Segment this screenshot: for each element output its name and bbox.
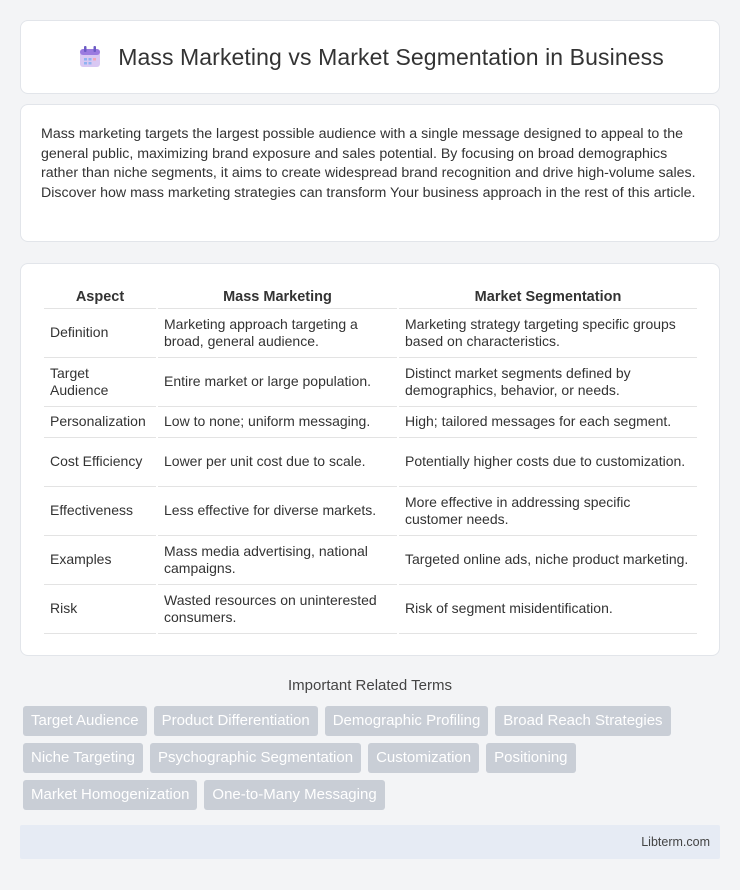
cell-aspect: Cost Efficiency <box>44 438 156 487</box>
table-row <box>44 407 697 438</box>
cell-segment: High; tailored messages for each segment. <box>399 407 697 438</box>
cell-mass: Lower per unit cost due to scale. <box>158 438 397 487</box>
tag-broad-reach-strategies[interactable]: Broad Reach Strategies <box>495 706 670 736</box>
table-row <box>44 438 697 487</box>
cell-segment: Marketing strategy targeting specific groups based on characteristics. <box>399 309 697 358</box>
calendar-icon <box>76 43 104 71</box>
cell-aspect: Risk <box>44 585 156 634</box>
header-aspect: Aspect <box>44 284 156 309</box>
cell-aspect: Effectiveness <box>44 487 156 536</box>
cell-segment: Targeted online ads, niche product marketing. <box>399 536 697 585</box>
header-market-segmentation: Market Segmentation <box>399 284 697 309</box>
cell-mass: Low to none; uniform messaging. <box>158 407 397 438</box>
comparison-card <box>20 263 720 656</box>
table-row <box>44 536 697 585</box>
intro-card <box>20 104 720 242</box>
comparison-table <box>42 284 699 634</box>
tag-positioning[interactable]: Positioning <box>486 743 575 773</box>
title-card <box>20 20 720 94</box>
cell-mass: Less effective for diverse markets. <box>158 487 397 536</box>
tag-target-audience[interactable]: Target Audience <box>23 706 147 736</box>
cell-mass: Wasted resources on uninterested consumers. <box>158 585 397 634</box>
cell-aspect: Examples <box>44 536 156 585</box>
tag-psychographic-segmentation[interactable]: Psychographic Segmentation <box>150 743 361 773</box>
cell-aspect: Target Audience <box>44 358 156 407</box>
table-header-row <box>44 284 697 309</box>
cell-segment: More effective in addressing specific customer needs. <box>399 487 697 536</box>
header-mass-marketing: Mass Marketing <box>158 284 397 309</box>
tag-market-homogenization[interactable]: Market Homogenization <box>23 780 197 810</box>
cell-mass: Mass media advertising, national campaigns. <box>158 536 397 585</box>
cell-mass: Entire market or large population. <box>158 358 397 407</box>
tag-one-to-many-messaging[interactable]: One-to-Many Messaging <box>204 780 384 810</box>
cell-aspect: Definition <box>44 309 156 358</box>
footer <box>20 825 720 859</box>
cell-segment: Potentially higher costs due to customization. <box>399 438 697 487</box>
tag-niche-targeting[interactable]: Niche Targeting <box>23 743 143 773</box>
table-row <box>44 487 697 536</box>
table-row <box>44 358 697 407</box>
cell-aspect: Personalization <box>44 407 156 438</box>
related-terms-section <box>20 677 720 810</box>
tag-customization[interactable]: Customization <box>368 743 479 773</box>
cell-mass: Marketing approach targeting a broad, general audience. <box>158 309 397 358</box>
cell-segment: Risk of segment misidentification. <box>399 585 697 634</box>
cell-segment: Distinct market segments defined by demographics, behavior, or needs. <box>399 358 697 407</box>
footer-site-link[interactable]: Libterm.com <box>641 835 710 849</box>
tag-product-differentiation[interactable]: Product Differentiation <box>154 706 318 736</box>
table-row <box>44 309 697 358</box>
intro-text: Mass marketing targets the largest possible audience with a single message designed to appeal to the general public, maximizing brand exposure and sales potential. By focusing on broad demographics rather than niche segments, it aims to create widespread brand recognition and drive high-volume sales. Discover how mass marketing strategies can transform Your business approach in the rest of this article. <box>41 126 696 201</box>
table-row <box>44 585 697 634</box>
related-terms-heading: Important Related Terms <box>288 677 452 694</box>
related-terms-tags <box>20 706 720 810</box>
page-title: Mass Marketing vs Market Segmentation in Business <box>118 43 664 70</box>
tag-demographic-profiling[interactable]: Demographic Profiling <box>325 706 489 736</box>
